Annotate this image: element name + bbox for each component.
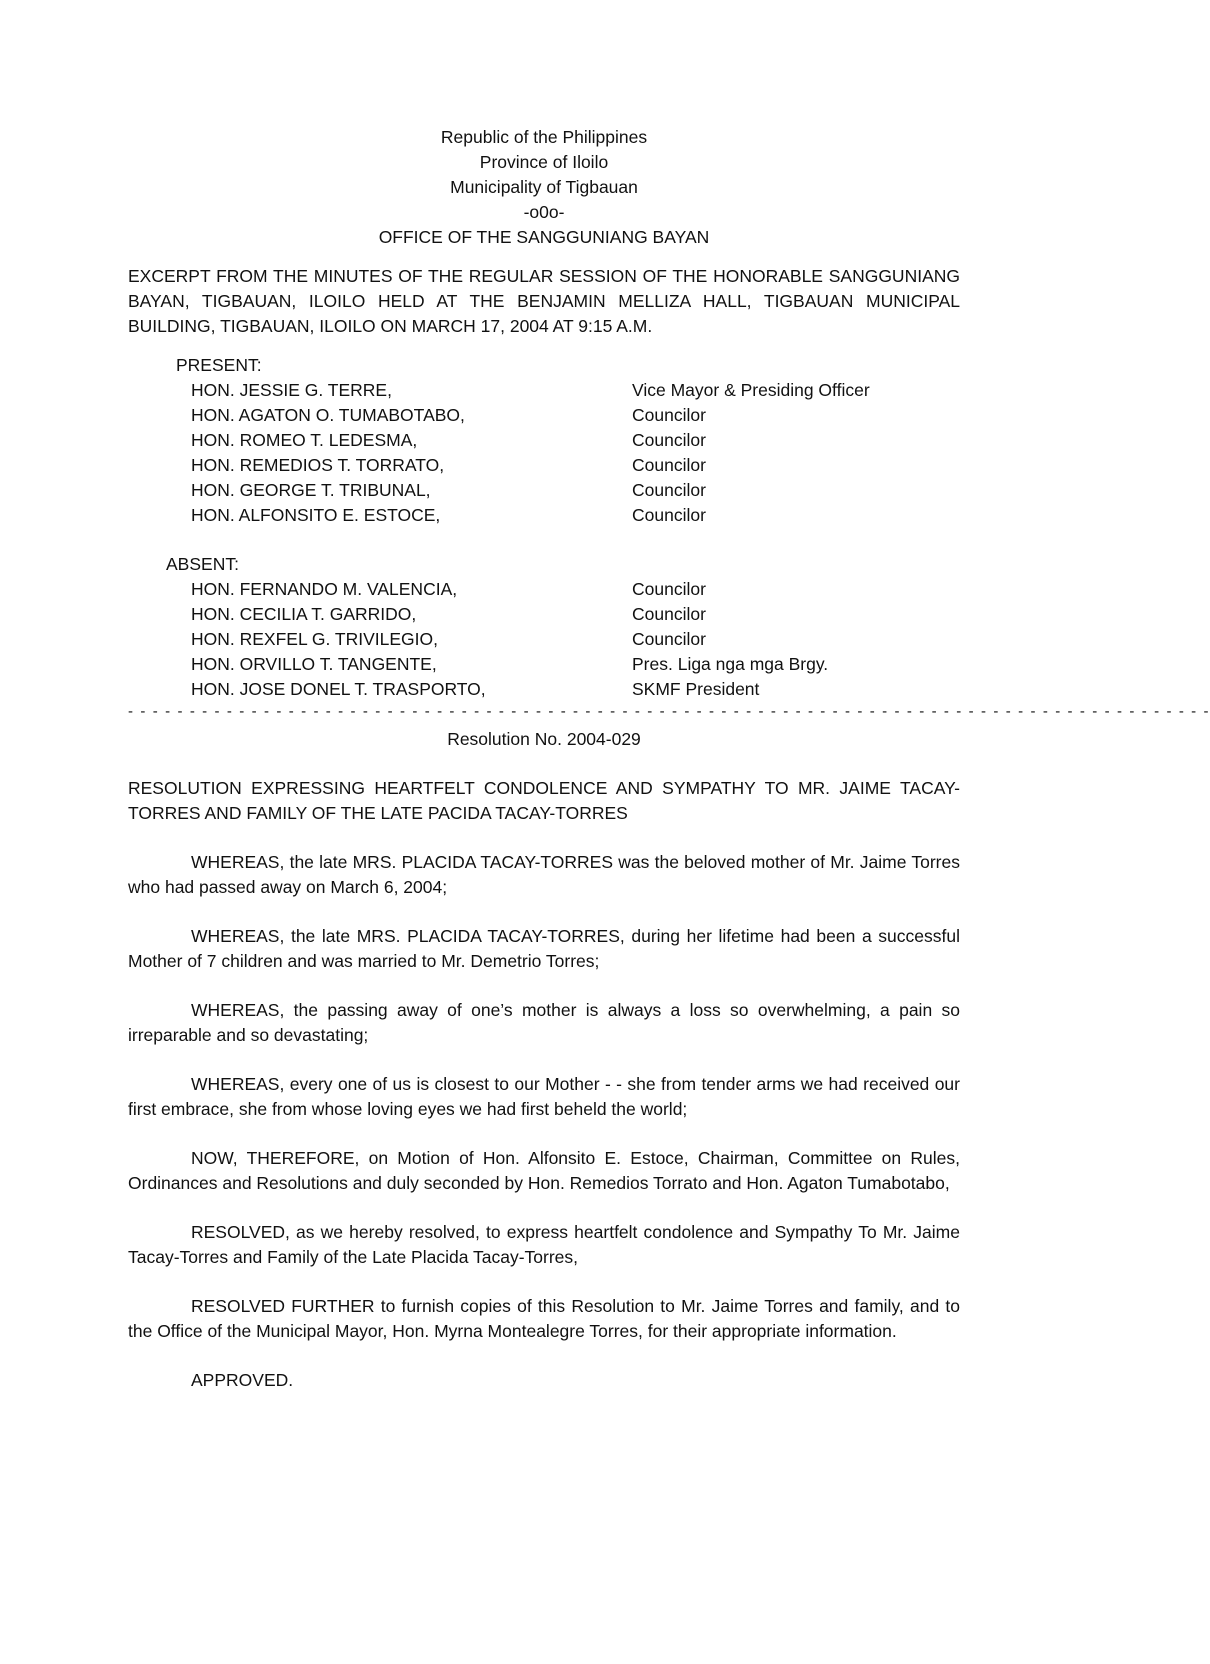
- member-row: [128, 478, 960, 503]
- header-country: Republic of the Philippines: [440, 127, 648, 147]
- member-role: Councilor: [632, 430, 706, 450]
- member-row: [128, 652, 960, 677]
- motion-paragraph: NOW, THEREFORE, on Motion of Hon. Alfonsito E. Estoce, Chairman, Committee on Rules, Ordinances and Resolutions and duly seconded by Hon. Remedios Torrato and Hon. Agaton Tumabotabo,: [128, 1148, 960, 1193]
- absent-section: [128, 552, 960, 702]
- resolution-number: Resolution No. 2004-029: [447, 729, 641, 749]
- section-gap: [128, 528, 960, 552]
- header-ornament: -o0o-: [523, 202, 565, 222]
- member-name: HON. JESSIE G. TERRE,: [191, 380, 392, 400]
- member-role: Councilor: [632, 629, 706, 649]
- whereas-paragraph: WHEREAS, every one of us is closest to our Mother - - she from tender arms we had received our first embrace, she from whose loving eyes we had first beheld the world;: [128, 1074, 960, 1119]
- member-name: HON. FERNANDO M. VALENCIA,: [191, 579, 458, 599]
- member-name: HON. REXFEL G. TRIVILEGIO,: [191, 629, 438, 649]
- whereas-paragraph: WHEREAS, the late MRS. PLACIDA TACAY-TORRES was the beloved mother of Mr. Jaime Torres who had passed away on March 6, 2004;: [128, 852, 960, 897]
- member-name: HON. ALFONSITO E. ESTOCE,: [191, 505, 441, 525]
- document-page: [128, 125, 1210, 1393]
- whereas-paragraph: WHEREAS, the passing away of one’s mother is always a loss so overwhelming, a pain so irreparable and so devastating;: [128, 1000, 960, 1045]
- header-province: Province of Iloilo: [479, 152, 609, 172]
- member-name: HON. ROMEO T. LEDESMA,: [191, 430, 418, 450]
- member-role: Councilor: [632, 505, 706, 525]
- member-name: HON. CECILIA T. GARRIDO,: [191, 604, 417, 624]
- member-role: SKMF President: [632, 679, 760, 699]
- member-row: [128, 577, 960, 602]
- present-label: PRESENT:: [176, 355, 262, 375]
- member-row: [128, 602, 960, 627]
- member-name: HON. JOSE DONEL T. TRASPORTO,: [191, 679, 486, 699]
- member-row: [128, 403, 960, 428]
- member-role: Councilor: [632, 455, 706, 475]
- member-role: Councilor: [632, 604, 706, 624]
- member-name: HON. REMEDIOS T. TORRATO,: [191, 455, 445, 475]
- resolution-title: RESOLUTION EXPRESSING HEARTFELT CONDOLENCE AND SYMPATHY TO MR. JAIME TACAY-TORRES AND FAMILY OF THE LATE PACIDA TACAY-TORRES: [128, 778, 960, 823]
- member-role: Councilor: [632, 480, 706, 500]
- member-row: [128, 378, 960, 403]
- member-row: [128, 453, 960, 478]
- resolved-further-paragraph: RESOLVED FURTHER to furnish copies of this Resolution to Mr. Jaime Torres and family, and to the Office of the Municipal Mayor, Hon. Myrna Montealegre Torres, for their appropriate information.: [128, 1296, 960, 1341]
- document-header: [128, 125, 960, 250]
- header-municipality: Municipality of Tigbauan: [450, 177, 638, 197]
- member-role: Councilor: [632, 579, 706, 599]
- member-role: Vice Mayor & Presiding Officer: [632, 380, 870, 400]
- member-name: HON. GEORGE T. TRIBUNAL,: [191, 480, 431, 500]
- approved-line: APPROVED.: [191, 1370, 294, 1390]
- resolved-paragraph: RESOLVED, as we hereby resolved, to express heartfelt condolence and Sympathy To Mr. Jaime Tacay-Torres and Family of the Late Placida Tacay-Torres,: [128, 1222, 960, 1267]
- header-office: OFFICE OF THE SANGGUNIANG BAYAN: [378, 227, 710, 247]
- member-row: [128, 503, 960, 528]
- member-row: [128, 428, 960, 453]
- whereas-paragraph: WHEREAS, the late MRS. PLACIDA TACAY-TORRES, during her lifetime had been a successful Mother of 7 children and was married to Mr. Demetrio Torres;: [128, 926, 960, 971]
- member-role: Pres. Liga nga mga Brgy.: [632, 654, 829, 674]
- minutes-excerpt: EXCERPT FROM THE MINUTES OF THE REGULAR SESSION OF THE HONORABLE SANGGUNIANG BAYAN, TIGBAUAN, ILOILO HELD AT THE BENJAMIN MELLIZA HALL, TIGBAUAN MUNICIPAL BUILDING, TIGBAUAN, ILOILO ON MARCH 17, 2004 AT 9:15 A.M.: [128, 266, 960, 336]
- absent-label: ABSENT:: [166, 554, 239, 574]
- resolution-body: [128, 850, 960, 1344]
- member-row: [128, 677, 960, 702]
- member-name: HON. ORVILLO T. TANGENTE,: [191, 654, 437, 674]
- member-role: Councilor: [632, 405, 706, 425]
- present-section: [128, 353, 960, 528]
- member-name: HON. AGATON O. TUMABOTABO,: [191, 405, 465, 425]
- dashed-divider: - - - - - - - - - - - - - - - - - - - - - - - - - - - - - - - - - - - - - - - - - - - - - - - - - - - - - - - - - - - - - - - - - - - - - - - - - - - - - - - - - - - - - - - -: [128, 703, 1210, 720]
- member-row: [128, 627, 960, 652]
